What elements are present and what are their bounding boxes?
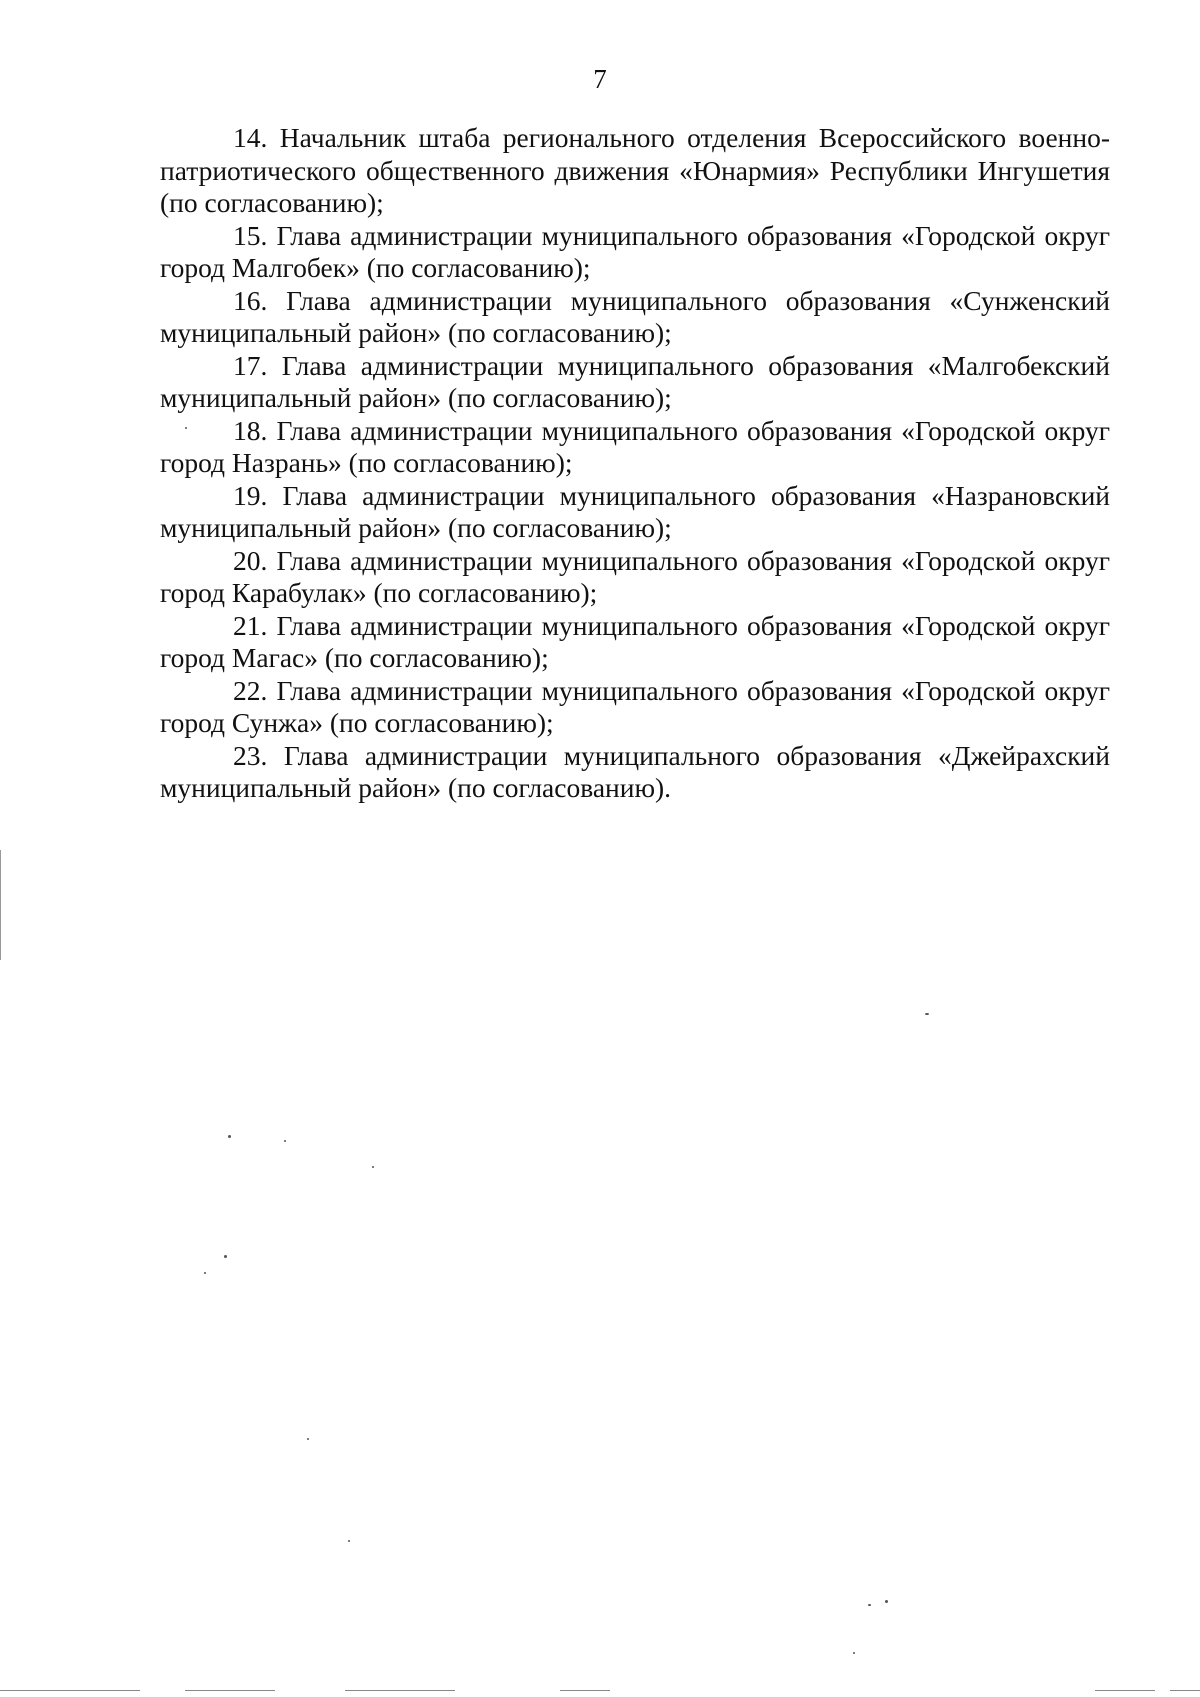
scan-speck xyxy=(307,1438,309,1440)
scan-speck xyxy=(224,1255,227,1258)
list-item: 18. Глава администрации муниципального образования «Городской округ город Назрань» (по согласованию); xyxy=(160,414,1110,478)
scan-speck xyxy=(868,1604,871,1606)
list-item: 17. Глава администрации муниципального образования «Малгобекский муниципальный район» (по согласованию); xyxy=(160,349,1110,413)
scan-bottom-line xyxy=(0,1690,140,1691)
scan-bottom-line xyxy=(1170,1690,1200,1691)
scan-bottom-line xyxy=(560,1690,610,1691)
list-item: 23. Глава администрации муниципального образования «Джейрахский муниципальный район» (по согласованию). xyxy=(160,739,1110,803)
list-item: 14. Начальник штаба регионального отделения Всероссийского военно-патриотического общественного движения «Юнармия» Республики Ингушетия (по согласованию); xyxy=(160,122,1110,218)
list-item: 16. Глава администрации муниципального образования «Сунженский муниципальный район» (по согласованию); xyxy=(160,284,1110,348)
list-item: 19. Глава администрации муниципального образования «Назрановский муниципальный район» (по согласованию); xyxy=(160,479,1110,543)
scan-bottom-line xyxy=(185,1690,275,1691)
list-item: 20. Глава администрации муниципального образования «Городской округ город Карабулак» (по согласованию); xyxy=(160,544,1110,608)
scan-speck xyxy=(853,1652,855,1654)
scan-edge-mark xyxy=(0,850,1,960)
scan-speck xyxy=(185,427,187,429)
scan-speck xyxy=(348,1540,350,1542)
scan-speck xyxy=(925,1013,929,1015)
scan-bottom-line xyxy=(1095,1690,1155,1691)
page-number: 7 xyxy=(593,64,607,94)
member-list xyxy=(160,122,1110,805)
scan-speck xyxy=(372,1166,374,1168)
list-item: 22. Глава администрации муниципального образования «Городской округ город Сунжа» (по согласованию); xyxy=(160,674,1110,738)
scan-speck xyxy=(228,1135,231,1138)
scan-speck xyxy=(885,1600,888,1603)
list-item: 15. Глава администрации муниципального образования «Городской округ город Малгобек» (по согласованию); xyxy=(160,219,1110,283)
scan-bottom-line xyxy=(345,1690,455,1691)
scan-speck xyxy=(204,1272,206,1274)
scan-speck xyxy=(284,1140,286,1142)
list-item: 21. Глава администрации муниципального образования «Городской округ город Магас» (по согласованию); xyxy=(160,609,1110,673)
